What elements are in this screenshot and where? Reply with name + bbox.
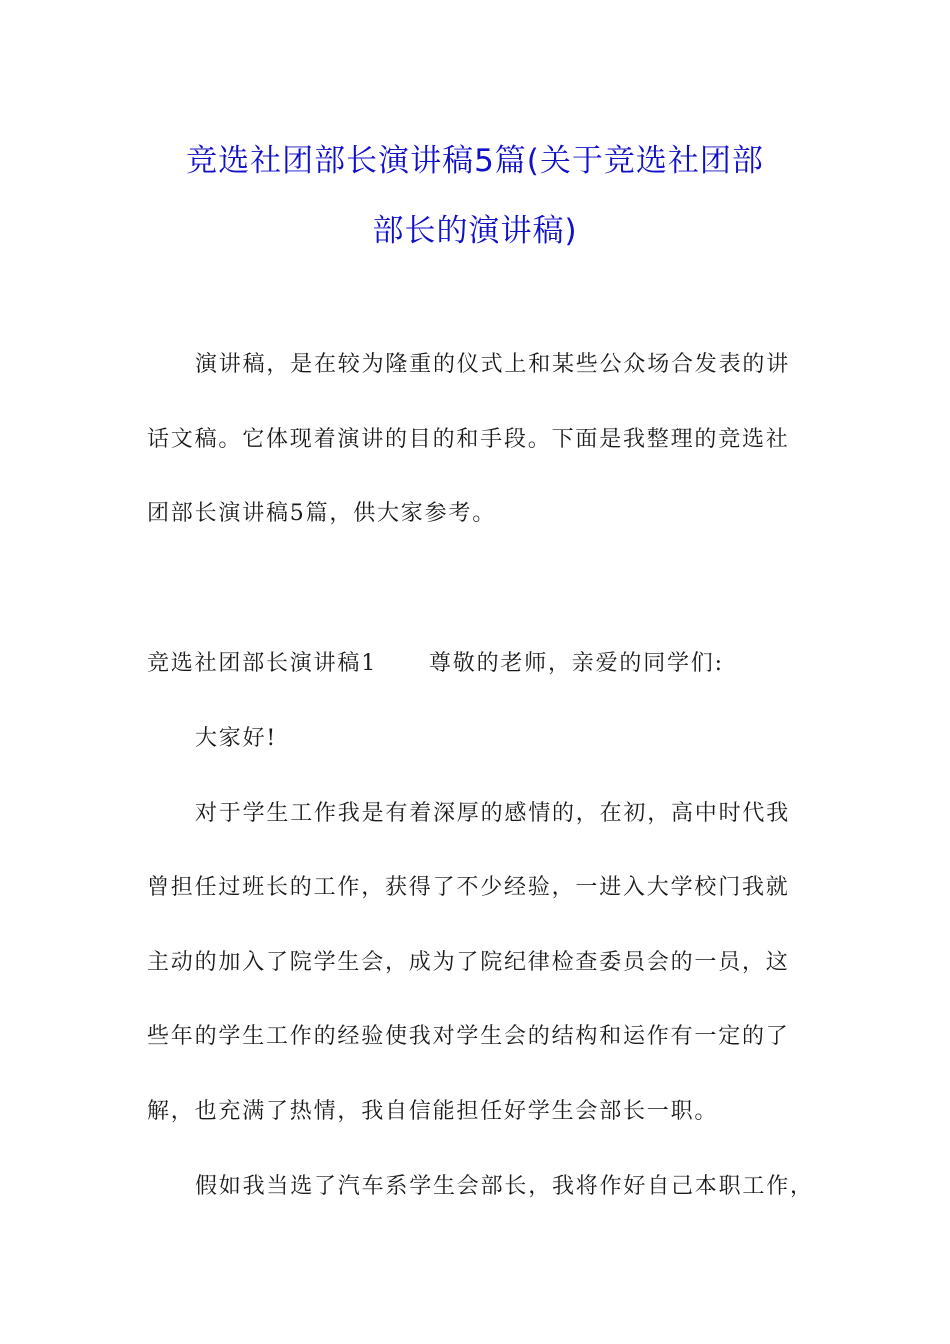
section-heading-line	[147, 646, 724, 677]
paragraph-1-line-2: 曾担任过班长的工作，获得了不少经验，一进入大学校门我就	[147, 875, 790, 900]
paragraph-1-line-1: 对于学生工作我是有着深厚的感情的，在初，高中时代我	[195, 801, 791, 826]
intro-line-3: 团部长演讲稿5篇，供大家参考。	[147, 501, 496, 526]
greeting: 大家好!	[195, 726, 278, 751]
document-title-line-1: 竞选社团部长演讲稿5篇(关于竞选社团部	[186, 143, 764, 179]
section-heading: 竞选社团部长演讲稿1	[147, 651, 377, 676]
intro-line-1: 演讲稿，是在较为隆重的仪式上和某些公众场合发表的讲	[195, 352, 791, 377]
paragraph-1-line-5: 解，也充满了热情，我自信能担任好学生会部长一职。	[147, 1099, 719, 1124]
paragraph-1-line-4: 些年的学生工作的经验使我对学生会的结构和运作有一定的了	[147, 1024, 790, 1049]
document-title-line-2: 部长的演讲稿)	[372, 213, 578, 249]
intro-line-2: 话文稿。它体现着演讲的目的和手段。下面是我整理的竞选社	[147, 427, 790, 452]
paragraph-2-line-1: 假如我当选了汽车系学生会部长，我将作好自己本职工作，	[195, 1174, 814, 1199]
paragraph-1-line-3: 主动的加入了院学生会，成为了院纪律检查委员会的一员，这	[147, 950, 790, 975]
salutation: 尊敬的老师，亲爱的同学们:	[429, 651, 724, 676]
